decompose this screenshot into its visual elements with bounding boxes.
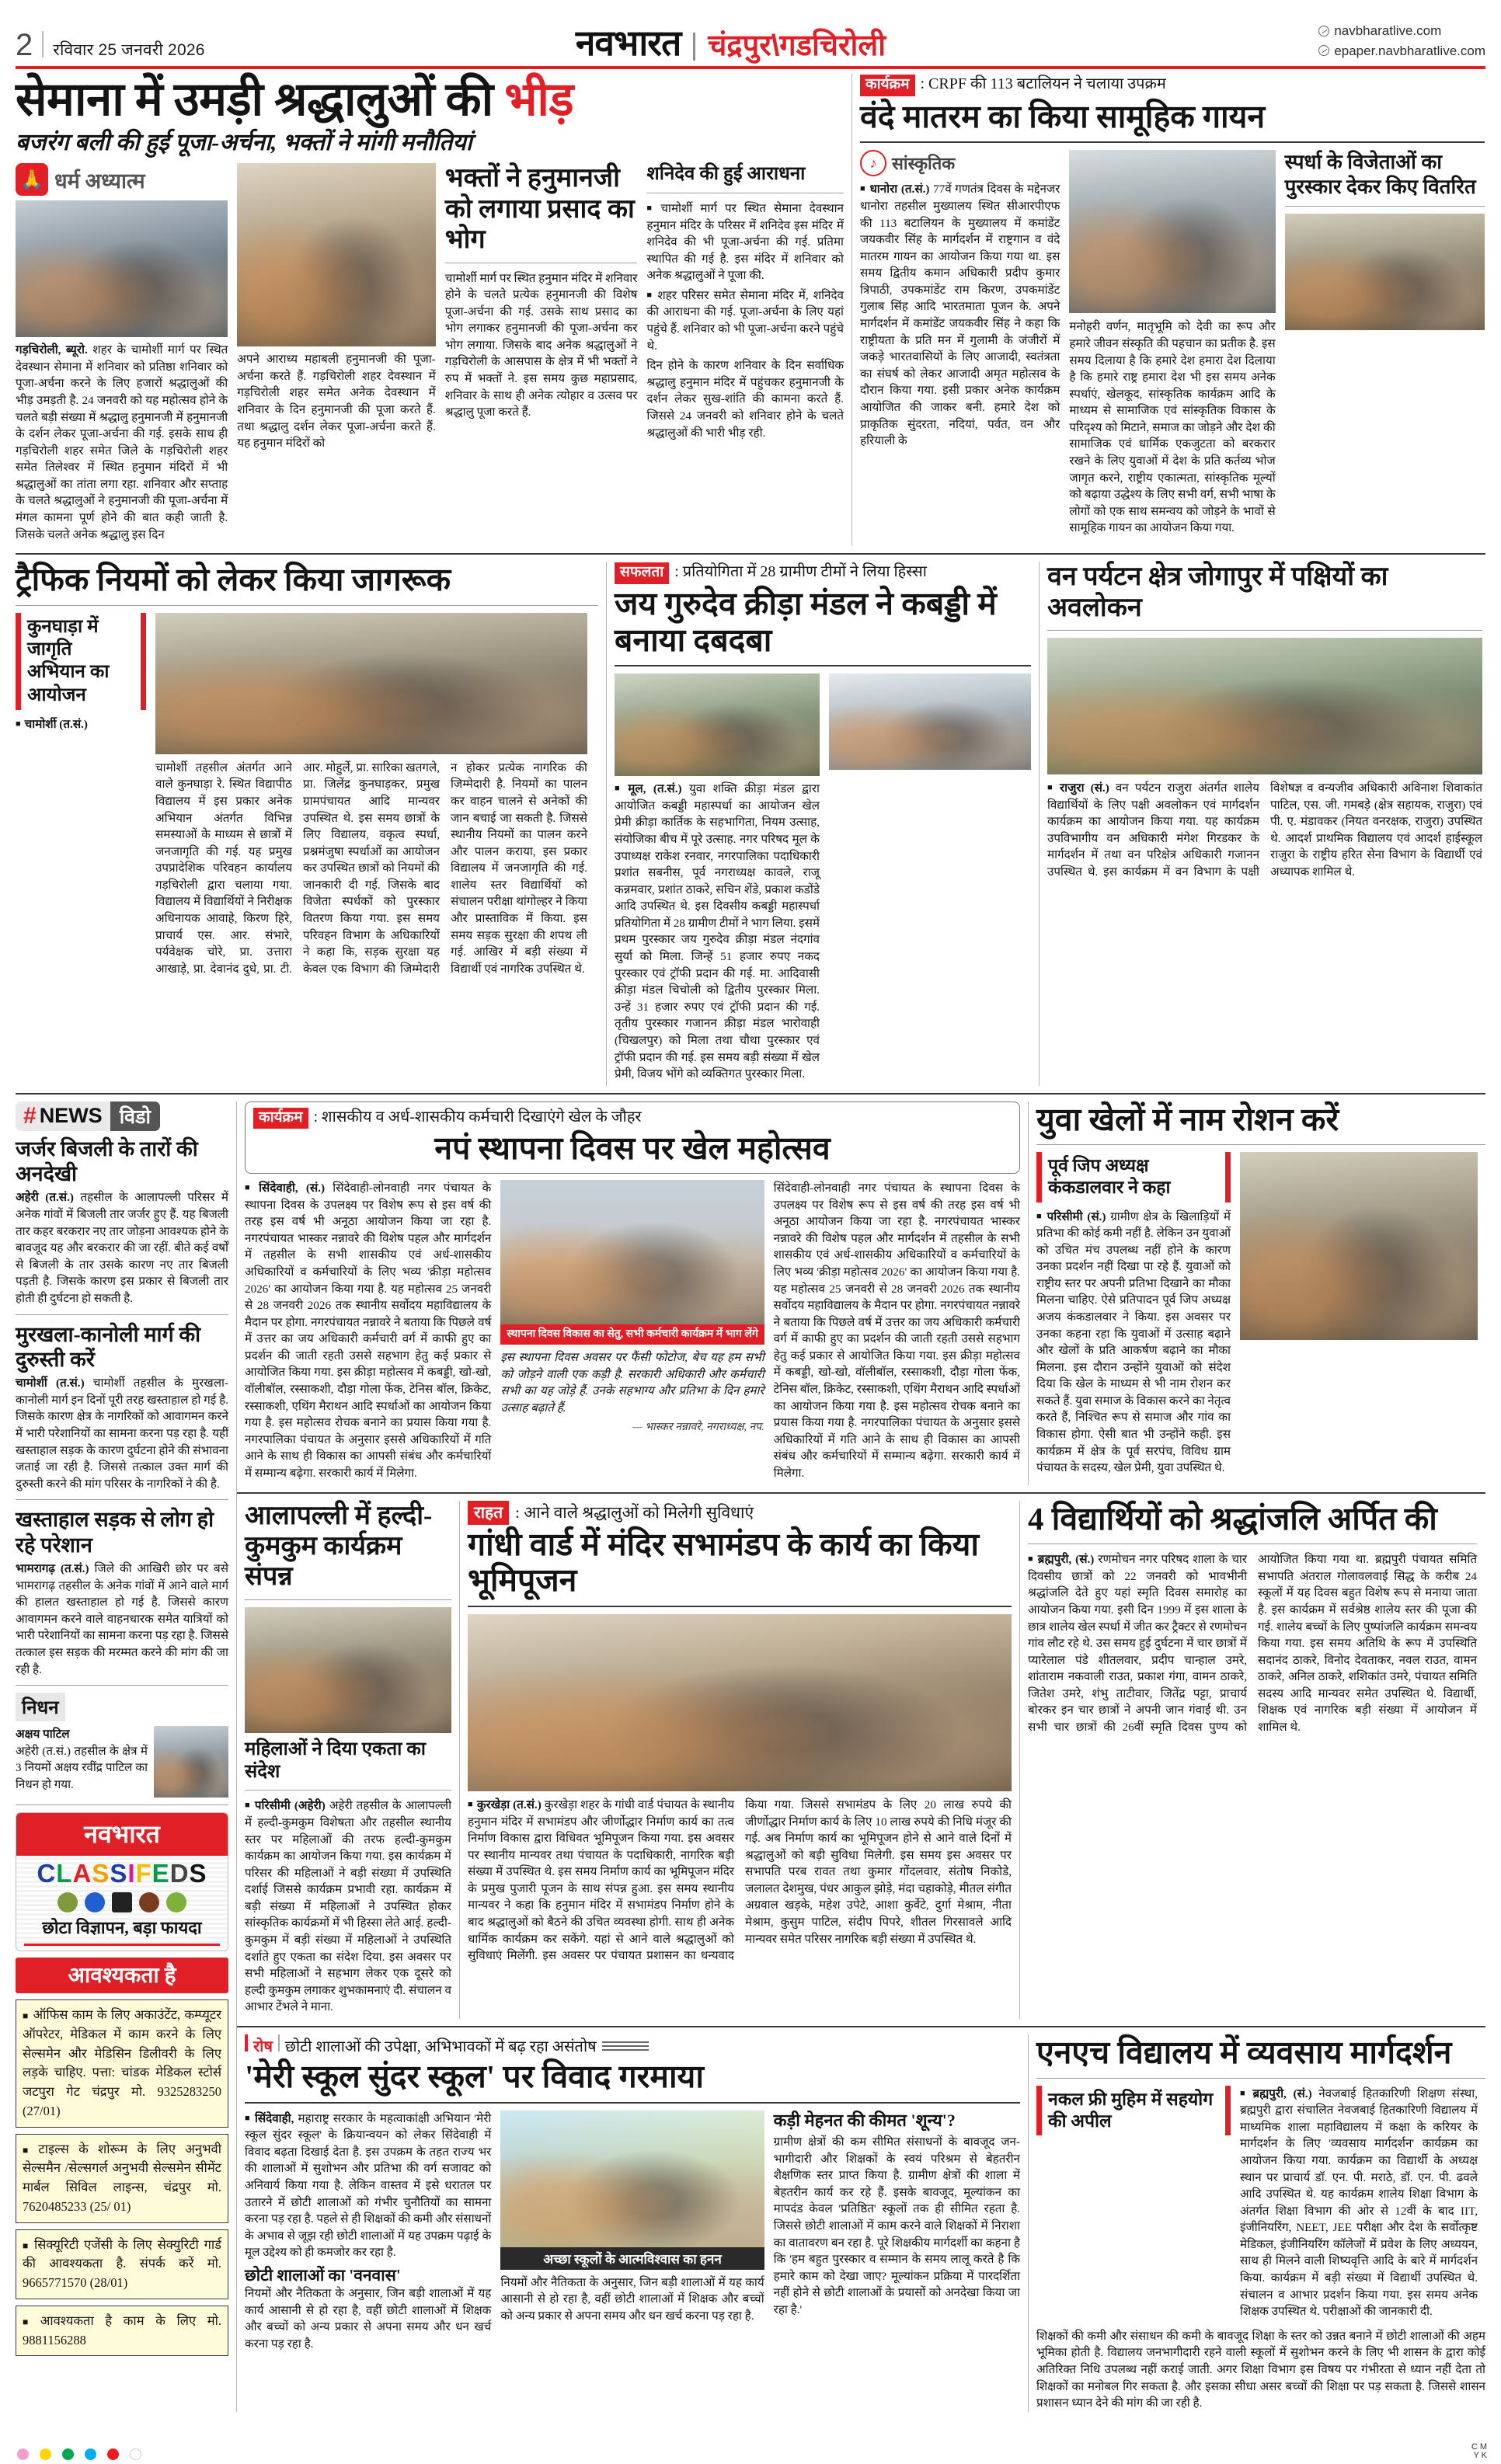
stripe-decoration: [602, 2041, 649, 2052]
search-icon: [85, 1892, 105, 1912]
classifieds-logo: [16, 1812, 228, 1951]
birds-headline: वन पर्यटन क्षेत्र जोगापुर में पक्षियों का अवलोकन: [1047, 562, 1388, 622]
haldi-subheadline: महिलाओं ने दिया एकता का संदेश: [245, 1738, 426, 1782]
color-dot: [62, 2448, 74, 2460]
crpf-photo: [1069, 150, 1275, 313]
third-section: [16, 1101, 1485, 2412]
yuva-headline: युवा खेलों में नाम रोशन करें: [1036, 1101, 1339, 1137]
color-dot: [130, 2448, 141, 2460]
news-tag-label: # NEWS: [16, 1101, 110, 1131]
divider: [1028, 1543, 1477, 1544]
lead-col-2: [237, 163, 436, 546]
crpf-body: ■ धानोरा (त.सं.) 77वें गणतंत्र दिवस के मद्देनजर धानोरा तहसील मुख्यालय स्थित सीआरपीएफ की 113 बटालियन के मुख्यालय में कमांडेंट जयकवीर सिंह के मार्गदर्शन में राष्ट्रगान व वंदे मातरम गायन का आयोजन किया गया था. इस समय द्वितीय कमान अधिकारी प्रदीप कुमार त्रिपाठी, उपकमांडेंट राम किरण, उपकमांडेंट गुलाब सिंह आदि भारतमाता पूजन के. अपने मार्गदर्शन में कमांडेंट जयकवीर सिंह ने कहा कि राष्ट्रीयता के प्रति मन में गुलामी के जंजीरों में जकड़े भारतवासियों के लिए आजादी, स्वतंत्रता का संघर्ष को लेकर आजादी अमृत महोत्सव के दौरान किया गया. इसी प्रकार अनेक कार्यक्रम आयोजित की जाकर बनी. हमारे देश को प्राकृतिक सुंदरता, नदियां, पर्वत, वन और हरियाली के: [860, 181, 1060, 449]
lead-subheadline: बजरंग बली की हुई पूजा-अर्चना, भक्तों ने मांगी मनौतियां: [16, 130, 472, 156]
divider: [1036, 1144, 1485, 1145]
lower-row-3: [237, 2034, 1485, 2412]
news-video-tag[interactable]: [16, 1101, 160, 1131]
house-icon: [57, 1892, 78, 1912]
divider: [16, 605, 598, 606]
school-mid-body: ग्रामीण क्षेत्रों की कम सीमित संसाधनों के बावजूद जन-भागीदारी और शिक्षकों के स्वयं परिश्रम से बेहतरीन शैक्षणिक स्तर प्राप्त किया है. ग्रामीण क्षेत्रों की शाला में बेहतरीन कार्य कर रहे हैं. इसके बावजूद, मूल्यांकन का मापदंड केवल 'प्रतिष्ठित' स्कूलों तक ही सीमित रहता है. जिससे छोटी शालाओं में काम करने वाले शिक्षकों में निराशा का वातावरण बन रहा है. पूरे शिक्षकीय मार्गदर्शी का कहना है कि 'हम बहुत पुरस्कार व सम्मान के समय लालू करते है कि हमारे काम को देखा जाए? मूल्यांकन प्रक्रिया में पारदर्शिता नहीं होने से छोटी शालाओं के प्रयासों को अनदेखा किया जा रहा है.': [773, 2135, 1020, 2316]
haldi-headline: आलापल्ली में हल्दी-कुमकुम कार्यक्रम संपन्न: [245, 1501, 433, 1592]
lead-photo-temple: [237, 163, 436, 346]
divider: [860, 141, 1485, 143]
cmyk-marks: C M Y K: [1471, 2441, 1487, 2461]
kabaddi-photo-2: [829, 673, 1031, 770]
haldi-body: ■ परिसीमी (अहेरी) अहेरी तहसील के आलापल्ली में हल्दी-कुमकुम विशेषता और तहसील स्थानीय स्तर पर महिलाओं की तरफ हल्दी-कुमकुम कार्यक्रम का आयोजन किया गया. इस कार्यक्रम में परिसर की महिलाओं ने बड़ी संख्या में उपस्थिति दर्शाई जिससे कार्यक्रम प्रभावी रहा. कार्यक्रम में बड़ी संख्या में महिलाओं ने उपस्थित होकर सांस्कृतिक कार्यक्रमों में भी हिस्सा लेते आई. हल्दी-कुमकुम में बड़ी संख्या में महिलाओं ने उपस्थिति दर्शाते हुए एकता का संदेश दिया. इस अवसर पर सभी महिलाओं ने सहभाग लेकर एक दूसरे को हल्दी कुमकुम लगाकर शुभकामनाएं दी. संचालन व आभार टेंभले ने माना.: [245, 1798, 451, 2016]
shradhanjali-story: [1020, 1501, 1477, 2019]
kicker-tag: सफलता: [615, 562, 669, 584]
school-headline: 'मेरी स्कूल सुंदर स्कूल' पर विवाद गरमाया: [245, 2058, 704, 2094]
kicker-text: छोटी शालाओं की उपेक्षा, अभिभावकों में बढ़ रहा असंतोष: [284, 2038, 597, 2055]
video-tag-label: विडो: [110, 1101, 160, 1131]
color-dot: [85, 2448, 96, 2460]
traffic-body-1: [16, 716, 146, 733]
yuva-photo: [1240, 1152, 1478, 1340]
graduation-cap-icon: [112, 1892, 132, 1912]
website-url: navbharatlive.com: [1334, 23, 1442, 38]
divider: [1285, 206, 1485, 207]
divider: [16, 1499, 228, 1500]
school-right-body: शिक्षकों की कमी और संसाधन की कमी के बावजूद शिक्षा के स्तर को उन्नत बनाने में छोटी शालाओं की अहम भूमिका होती है. विद्यालय जनभागीदारी रहने वाली स्कूलों में सुशोभन करने के लिए भी शासन के द्वारा कोई अतिरिक्त निधि उपलब्ध नहीं कराई जाती. अगर शिक्षा विभाग इस विषय पर गंभीरता से ध्यान नहीं देता तो शिक्षकों का मनोबल गिर सकता है. और इसका सीधा असर बच्चों की शिक्षा पर पड़ सकता है. जिससे शासन प्रशासन ध्यान देने की मांग की जा रही है.: [1036, 2329, 1485, 2410]
classified-ad[interactable]: ■ सिक्यूरिटी एजेंसी के लिए सेक्युरिटी गार्ड की आवश्यकता है. संपर्क करें मो. 9665771570 (28/01): [16, 2229, 228, 2299]
kabaddi-headline: जय गुरुदेव क्रीड़ा मंडल ने कबड्डी में बनाया दबदबा: [615, 585, 997, 658]
main-lower-area: [237, 1101, 1485, 2412]
divider: [1047, 630, 1482, 631]
gandhi-headline: गांधी वार्ड में मंदिर सभामंडप के कार्य का किया भूमिपूजन: [468, 1526, 979, 1599]
yuva-body: ■ परिसीमी (सं.) ग्रामीण क्षेत्र के खिलाड़ियों में प्रतिभा की कोई कमी नहीं है. लेकिन उन युवाओं को उचित मंच उपलब्ध नहीं होने के कारण उनका प्रदर्शन नहीं दिखा पा रहे हैं. युवाओं को राष्ट्रीय स्तर पर अपनी प्रतिभा दिखाने का मौका मिलना चाहिए. ऐसे प्रतिपादन पूर्व जिप अध्यक्ष अजय कंकडालवार ने किया. इस अवसर पर उनका कहना रहा कि युवाओं में उत्साह बढ़ाने और खेलों के प्रति आकर्षण बढ़ाने का मौका मिलना. इस दौरान उन्होंने युवाओं को संदेश दिया कि खेल के माध्यम से भी नाम रोशन कर सकते हैं. युवा समाज के विकास करने का नेतृत्व करते हैं, निश्चित रूप से समाज और गांव का विकास होगा. ऐसी बात भी उन्होंने कही. इस कार्यक्रम में क्षेत्र के पूर्व सरपंच, विविध ग्राम पंचायत के सदस्य, खेल प्रेमी, युवा उपस्थित थे.: [1036, 1209, 1231, 1477]
crpf-body-2: मनोहरी वर्णन, मातृभूमि को देवी का रूप और हमारे जीवन संस्कृति की पहचान का प्रतीक है. इस समय दिलाया है कि हमारे देश हमारा देश दिलाया है कि हमारे राष्ट्र हमारा देश भी इस समय अनेक स्पर्धाएं, खेलकूद, सांस्कृतिक कार्यक्रम आदि के माध्यम से सामाजिक एवं सांस्कृतिक विकास के परिदृश्य को मिटाने, समाज का जोड़ने और देश की सामाजिक एवं धार्मिक एकजुटता को बरकरार रखने के लिए युवाओं में देश के प्रति कर्तव्य भोज जागृत करने, राष्ट्रीय एकात्मता, सांस्कृतिक मूल्यों को बढ़ाया उद्धेश्य के लिए सभी वर्ग, सभी भाषा के लोगों को एक साथ समन्वय को जोड़ने के भावों से सामूहिक गायन का आयोजन किया गया.: [1069, 320, 1276, 535]
drum-icon: ♪: [860, 150, 886, 176]
school-dispute-story: [237, 2034, 1028, 2412]
school-col2-body: नियमों और नैतिकता के अनुसार, जिन बड़ी शालाओं में यह कार्य आसानी से हो रहा है, वहीं छोटी शालाओं में शिक्षक और बच्चों को अन्य प्रकार से अपना समय और धन खर्च करना पड़ रहा है.: [500, 2275, 764, 2323]
nh-col-2: [1240, 2086, 1478, 2323]
school-body: ■ सिंदेवाही, महाराष्ट्र सरकार के महत्वाकांक्षी अभियान 'मेरी स्कूल सुंदर स्कूल' के क्रियान्वयन को लेकर सिंदेवाही में विवाद बढ़ता दिखाई देता है. इस उपक्रम के तहत राज्य भर की शालाओं में सुशोभन और प्रतिभा की वर्ग सजावट को अनिवार्य किया गया है. लेकिन वास्तव में इसे धरातल पर उतारने में छोटी शालाओं को गंभीर चुनौतियों का सामना करना पड़ रहा है. पहले से ही शिक्षकों की कमी और संसाधनों के अभाव से जूझ रही छोटी शालाओं में यह उपक्रम पढ़ाई के मूल उद्देश्य को ही कमजोर कर रहा है.: [245, 2111, 491, 2261]
classified-ad[interactable]: ■ आवश्यकता है काम के लिए मो. 9881156288: [16, 2306, 228, 2357]
nh-col-1: [1036, 2086, 1231, 2323]
classified-ad[interactable]: ■ ऑफिस काम के लिए अकाउंटेंट, कम्प्यूटर ऑपरेटर, मेडिकल में काम करने के लिए सेल्समेन और मेडिसिन डिलीवरी के लिए लड़के चाहिए. पत्ता: चांडक मेडिकल स्टोर्स जटपुरा गेट चंद्रपुर मो. 9325283250 (27/01): [16, 1999, 228, 2128]
kicker-text: : आने वाले श्रद्धालुओं को मिलेगी सुविधाएं: [515, 1502, 754, 1522]
classifieds-brand: नवभारत: [16, 1813, 228, 1856]
kabaddi-photo-1: [615, 673, 820, 776]
school-col-1: [245, 2111, 491, 2353]
logo-separator: [693, 33, 695, 61]
lead-dateline: गड़चिरोली, ब्यूरो.: [16, 343, 88, 357]
section-divider: [16, 553, 1485, 555]
yuva-dateline: परिसीमी (सं.): [1047, 1209, 1106, 1223]
lead-body-2: अपने आराध्य महाबली हनुमानजी की पूजा-अर्चना करते हैं. गड़चिरोली शहर देवस्थान में गड़चिरोली शहर समेत अनेक देवस्थान में शनिवार के दिन हनुमानजी की पूजा करते हैं. तथा श्रद्धालु दर्शन लेकर पूजा-अर्चना करते हैं. यह हनुमान मंदिरों को: [237, 353, 436, 451]
crpf-col-2: [1069, 150, 1275, 537]
kicker-text: : CRPF की 113 बटालियन ने चलाया उपक्रम: [920, 75, 1166, 92]
masthead-divider: [42, 31, 44, 57]
masthead: [16, 14, 1485, 62]
kabaddi-col-1: [615, 673, 820, 1085]
page-footer: [0, 2441, 1501, 2464]
haldi-photo: [245, 1607, 451, 1733]
school-col-2: [500, 2111, 764, 2353]
newspaper-logo: नवभारत: [575, 23, 681, 63]
traffic-story: [16, 562, 606, 1086]
classifieds-wordmark: CLASSIFEDS: [37, 1859, 207, 1888]
lead-substory-shani: [646, 163, 844, 546]
classifieds-needed-bar: आवश्यकता है: [16, 1958, 228, 1993]
kabaddi-dateline: मूल, (त.सं.): [628, 782, 682, 796]
obituary-photo: [154, 1726, 228, 1798]
nh-subhead-box: नकल फ्री मुहिम में सहयोग की अपील: [1036, 2086, 1231, 2135]
traffic-headline: ट्रैफिक नियमों को लेकर किया जागरूक: [16, 562, 451, 598]
crpf-photo-2: [1285, 214, 1485, 330]
school-mid-head: कड़ी मेहनत की कीमत 'शून्य'?: [773, 2110, 956, 2130]
khel-col-2: [500, 1180, 764, 1484]
school-dateline: सिंदेवाही,: [254, 2111, 294, 2125]
lead-photo-left: [16, 200, 228, 337]
substory-headline-shani: शनिदेव की हुई आराधना: [646, 164, 806, 185]
lead-body-1: गड़चिरोली, ब्यूरो. शहर के चामोर्शी मार्ग पर स्थित देवस्थान सेमाना में शनिवार को प्रतिष्ठा शनिवार को पूजा-अर्चना करने के लिए हजारों श्रद्धालुओं की भीड़ उमड़ती है. 24 जनवरी को यह महोत्सव होने के चलते बड़ी संख्या में श्रद्धालु हनुमानजी में हनुमानजी के दर्शन लेकर पूजा-अर्चना की गई. इसके साथ ही गड़चिरोली शहर समेत जिले के गड़चिरोली शहर समेत तिलेश्वर में स्थित हनुमान मंदिरों में भी श्रद्धालुओं का तांता लगा रहा. शनिवार और सप्ताह के चलते श्रद्धालुओं ने हनुमानजी की पूजा-अर्चना में मंगल कामना पूर्ण होने की बात कही जाती है. जिसके चलते अनेक श्रद्धालु इस दिन: [16, 343, 228, 541]
traffic-sidelabel-wrap: [16, 613, 146, 978]
flower-icon: [139, 1892, 159, 1912]
divider: [245, 2102, 1020, 2104]
classifieds-tagline: छोटा विज्ञापन, बड़ा फायदा: [42, 1918, 202, 1938]
birds-dateline: राजुरा (सं.): [1059, 781, 1109, 795]
classified-ad[interactable]: ■ टाइल्स के शोरूम के लिए अनुभवी सेल्समैन /सेल्सगर्ल अनुभवी सेल्समेन सीमेंट मार्बल सिविल लाइन्स, चंद्रपुर मो. 7620485233 (25/ 01): [16, 2134, 228, 2223]
yuva-subhead-box: पूर्व जिप अध्यक्ष कंकडालवार ने कहा: [1036, 1152, 1231, 1202]
khel-headline: नपं स्थापना दिवस पर खेल महोत्सव: [434, 1130, 831, 1167]
substory-headline-bhakt: भक्तों ने हनुमानजी को लगाया प्रसाद का भोग: [444, 164, 635, 255]
news-item-body: भामरागढ़ (त.सं.) जिले की आखिरी छोर पर बसे भामरागढ़ तहसील के अनेक गांवों में आने वाले मार्ग की हालत खस्ताहाल हो गई है. जिससे कारण आवागमन करने वाले वाहनधारक समेत यात्रियों को भारी परेशानियों का सामना करना पड़ रहा है. जिससे तत्काल इस सड़क की मरम्मत करने की मांग की जा रही है.: [16, 1562, 228, 1676]
publication-date: रविवार 25 जनवरी 2026: [53, 41, 205, 59]
khel-photo-caption: स्थापना दिवस विकास का सेतु, सभी कर्मचारी कार्यक्रम में भाग लेंगे: [500, 1324, 764, 1345]
news-item-body: अहेरी (त.सं.) तहसील के आलापल्ली परिसर में अनेक गांवों में बिजली तार जर्जर हुए हैं. यह बिजली तार कहर बरकरार नए तार जोड़ना आवश्यक होने के बावजूद यह और बरकरार की जा रहीं. बीते कई वर्षों से बिजली के तार उसके कारण नए तार बिजली पड़ती है. जिसके कारण इस प्रकार से बिजली तार होती ही दुर्घटना हो सकती है.: [16, 1191, 229, 1305]
crpf-kicker: [860, 74, 1485, 96]
gandhi-photo: [468, 1614, 1012, 1791]
haldi-story: [237, 1501, 459, 2019]
second-section: [16, 562, 1485, 1086]
shradhanjali-body: ■ ब्रह्मपुरी, (सं.) रणमोचन नगर परिषद शाला के चार दिवसीय छात्रों को 22 जनवरी को भावभीनी श्रद्धांजलि देते हुए यहां स्मृति दिवस समारोह का आयोजन किया गया. इसी दिन 1999 में इस शाला के छात्र शालेय खेल स्पर्धा में जीत कर ट्रैक्टर से रणमोचन गांव लौट रहे थे. उस समय हुई दुर्घटना में चार छात्रों में प्यारेलाल पंडे शीतलवार, प्रदीप चान्हाल उमरे, शांताराम नकवाली राउत, प्रकाश गंगा, वामन ठाकरे, जितेश उमरे, शंभु ताटीवार, जितेंद्र पट्टा, प्राचार्य बोरकर इन चार छात्रों ने अपनी जान गंवाई थी. उन सभी चार छात्रों की 26वीं स्मृति दिवस पुण्य को आयोजित किया गया था. ब्रह्मपुरी पंचायत समिति सभापति अंतराल गोलावलवाई सिद्ध के करीब 24 स्कूलों में यह दिवस बहुत विशेष रूप से मनाया जाता है. इस कार्यक्रम में सर्वश्रेष्ठ शालेय स्तर की पूजा की गई. शालेय बच्चों के लिए पुष्पांजलि कार्यक्रम समन्वय किया गया. इस समय अतिथि के रूप में उपस्थिति सदानंद ठाकरे, विनोद देवताकर, नवल राउत, वामन ठाकरे, अनिल ठाकरे, शशिकांत उमरे, पंचायत समिति सदस्य आदि मान्यवर समेत उपस्थित थे. विद्यार्थी, शिक्षक एवं नागरिक बड़ी संख्या में आयोजन में शामिल थे.: [1028, 1551, 1477, 1737]
school-subhead: छोटी शालाओं का 'वनवास': [245, 2265, 401, 2285]
color-dot: [17, 2448, 29, 2460]
namaste-icon: 🙏: [16, 163, 48, 196]
school-col-3: [774, 2111, 1020, 2353]
traffic-dateline: चामोर्शी (त.सं.): [24, 717, 88, 731]
section-label-text: धर्म अध्यात्म: [54, 169, 145, 193]
kicker-tag: कार्यक्रम: [253, 1108, 308, 1129]
crpf-dateline: धानोरा (त.सं.): [869, 183, 930, 197]
masthead-urls: [1318, 21, 1485, 61]
nh-dateline: ब्रह्मपुरी, (सं.): [1252, 2086, 1312, 2100]
news-item-headline: जर्जर बिजली के तारों की अनदेखी: [16, 1136, 198, 1186]
lead-substory-bhakt: [445, 163, 638, 546]
news-item-body: चामोर्शी (त.सं.) चामोर्शी तहसील के मुरखला-कानोली मार्ग इन दिनों पूरी तरह खस्ताहाल हो गई है. जिसके कारण क्षेत्र के नागरिकों को आवागमन करने में भारी परेशानियों का सामना करना पड़ रहा है. यहीं खस्ताहाल सड़क के कारण दुर्घटना होने की संभावना जताई जा रही है. जिससे तत्काल उक्त मार्ग की दुरुस्ती करने की मांग परिसर के नागरिकों ने की है.: [16, 1376, 228, 1491]
nh-body: ■ ब्रह्मपुरी, (सं.) नेवजबाई हितकारिणी शिक्षण संस्था, ब्रह्मपुरी द्वारा संचालित नेवजबाई हितकारिणी विद्यालय में माध्यमिक शाला महाविद्यालय में कक्षा के करियर के मार्गदर्शन के लिए 'व्यवसाय मार्गदर्शन' कार्यक्रम का आयोजन किया गया. कार्यक्रम का विद्यार्थी के अध्यक्ष स्थान पर प्राचार्य डॉ. एन. पी. मराठे, डॉ. एन. पी. ढवले आदि उपस्थित थे. यह कार्यक्रम शालेय शिक्षा विभाग के अंतर्गत शिक्षा विभाग की ओर से 12वीं के बाद IIT, इंजीनियरिंग, NEET, JEE परीक्षा और देश के सर्वोत्कृष्ट मेडिकल, इंजीनियरिंग कॉलेजों में प्रवेश के लिए अध्ययन, साथ ही मिलने वाली शिष्यवृत्ति आदि के बारे में मार्गदर्शन किया. कार्यक्रम में बड़ी संख्या में विद्यार्थी उपस्थित थे. संचालन व आभार प्रदर्शन किया गया. इस समय अनेक शिक्षक उपस्थित थे. परीक्षाओं की जानकारी दी.: [1240, 2086, 1478, 2320]
kabaddi-story: [607, 562, 1039, 1086]
substory-body-bhakt: चामोर्शी मार्ग पर स्थित हनुमान मंदिर में शनिवार होने के चलते प्रत्येक हनुमानजी की विशेष पूजा-अर्चना की गई. उसके साथ प्रसाद का भोग लगाकर हनुमानजी की पूजा-अर्चना कर भोग लगाया. जिसके बाद अनेक श्रद्धालुओं ने गड़चिरोली के आसपास के क्षेत्र में भी भक्तों ने रुप में भक्तों ने. इस समय कुछ महाप्रसाद, शनिवार के साथ ही अनेक त्योहार व उत्सव पर श्रद्धालु पूजा करते हैं.: [444, 271, 638, 419]
color-dot: [40, 2448, 51, 2460]
top-section: [16, 74, 1485, 546]
news-widget: [16, 1101, 236, 2412]
gandhi-ward-story: [460, 1501, 1019, 2019]
kicker-tag: राहत: [468, 1501, 509, 1525]
kicker-tag: रोष: [253, 2038, 273, 2055]
gandhi-kicker: [468, 1501, 1012, 1525]
kicker-tag: कार्यक्रम: [860, 75, 915, 96]
section-label-sanskritik: [860, 150, 1060, 176]
lower-row-2: [237, 1501, 1485, 2019]
kabaddi-kicker: [615, 562, 1031, 584]
divider: [615, 665, 1031, 666]
khel-col-3: [774, 1180, 1020, 1484]
masthead-center: [174, 25, 1288, 61]
lead-col-1: [16, 163, 228, 546]
kicker-text: : शासकीय व अर्ध-शासकीय कर्मचारी दिखाएंगे खेल के जौहर: [313, 1108, 642, 1126]
traffic-body: चामोर्शी तहसील अंतर्गत आने वाले कुनघाड़ा रे. स्थित विद्यापीठ विद्यालय में इस प्रकार अनेक अभियान अंतर्गत विभिन्न समस्याओं के माध्यम से छात्रों में जनजागृति की गई. यह प्रमुख उपप्रादेशिक परिवहन कार्यालय गड़चिरोली द्वारा चलाया गया. विद्यालय में विद्यार्थियों ने निरीक्षक अधिनायक आवाहे, किरण हिरे, प्राचार्य एस. आर. संभारे, पर्यवेक्षक चोरे, प्रा. उत्तारा आखाड़े, प्रा. देवानंद दुधे, प्रा. टी. आर. मोहुर्ले, प्रा. सारिका खतगले, प्रा. जिलेंद्र कुनघाड़कर, प्रमुख ग्रामपंचायत आदि मान्यवर उपस्थित थे. इस समय छात्रों के लिए विद्यालय, वकृत्व स्पर्धा, प्रश्नमंजुषा स्पर्धाओं का आयोजन कर उपस्थित छात्रों को नियमों की जानकारी दी गई. जिसके बाद विजेता स्पर्धकों को पुरस्कार वितरण किया गया. इस समय परिवहन विभाग के अधिकारियों ने कहा कि, सड़क सुरक्षा यह केवल एक विभाग की जिम्मेदारी न होकर प्रत्येक नागरिक की जिम्मेदारी है. नियमों का पालन कर वाहन चालने से अनेकों की जान बचाई जा सकती है. जिससे स्थानीय नियमों का पालन करने और पालन कराया, इस प्रकार विद्यालय में जनजागृति की गई. शालेय स्तर विद्यार्थियों को संचालन परीक्षा थांगोल्हर ने किया और प्रास्ताविक में किया. इस समय सड़क सुरक्षा की शपथ ली गई. आखिर में बड़ी संख्या में विद्यार्थी एवं नागरिक उपस्थित थे.: [155, 760, 587, 976]
traffic-photo: [155, 613, 587, 754]
nh-school-story: [1029, 2034, 1485, 2412]
divider: [245, 1599, 451, 1600]
substory-body-shani: ■ चामोर्शी मार्ग पर स्थित सेमाना देवस्थान हनुमान मंदिर के परिसर में शनिदेव इस मंदिर में शनिदेव की भी पूजा-अर्चना की गई. प्रतिमा स्थापित की गई है. इस मंदिर में शनिवार को अनेक श्रद्धालुओं ने पूजा की. ■ शहर परिसर समेत सेमाना मंदिर में, शनिदेव की आराधना की गई. पूजा-अर्चना के लिए यहां पहुंचे हैं. शनिवार को भी पूजा-अर्चना करने पहुंचे थे. दिन होने के कारण शनिवार के दिन सर्वाधिक श्रद्धालु हनुमान मंदिर में पहुंचकर हनुमानजी के दर्शन लेकर सुख-शांति की कामना करते हैं. जिससे 24 जनवरी को शनिवार होने के चलते श्रद्धालुओं की भारी भीड़ रही.: [646, 200, 844, 441]
divider: [245, 1790, 451, 1791]
section-divider: [237, 2026, 1485, 2027]
section-divider: [237, 1492, 1485, 1494]
crpf-headline: वंदे मातरम का किया सामूहिक गायन: [860, 98, 1266, 134]
yuva-col-2: [1240, 1152, 1478, 1479]
health-plus-icon: [166, 1892, 186, 1912]
divider: [468, 1606, 1012, 1607]
school-subbody: नियमों और नैतिकता के अनुसार, जिन बड़ी शालाओं में यह कार्य आसानी से हो रहा है, वहीं छोटी शालाओं में शिक्षक और बच्चों को अन्य प्रकार से अपना समय और धन खर्च करना पड़ रहा है.: [245, 2287, 492, 2351]
haldi-dateline: परिसीमी (अहेरी): [254, 1799, 326, 1813]
crpf-col-1: [860, 150, 1060, 537]
page-number: 2: [16, 28, 33, 62]
traffic-main: [155, 613, 587, 978]
khel-sub-caption: इस स्थापना दिवस अवसर पर फैंसी फोटोज, बेच यह हम सभी को जोड़ने वाली एक कड़ी है. सरकारी अधिकारी और कर्मचारी सभी का यह जोड़े हैं. उनके सहभाग्य और प्रतिभा के दिन हमारे उत्साह बढ़ाते हैं.: [500, 1351, 764, 1415]
shradhanjali-dateline: ब्रह्मपुरी, (सं.): [1037, 1553, 1095, 1567]
crpf-story: [852, 74, 1485, 546]
website-url-row[interactable]: [1318, 21, 1485, 41]
classifieds-icon-row: [16, 1890, 228, 1914]
gandhi-body: ■ कुरखेड़ा (त.सं.) कुरखेड़ा शहर के गांधी वार्ड पंचायत के स्थानीय हनुमान मंदिर में सभामंडप और जीर्णोद्धार निर्माण कार्य का तत्व निर्माण विकास द्वारा विधिवत भूमिपूजन किया गया. इस अवसर पर स्थानीय मान्यवर तथा पंचायत के पदाधिकारी, नागरिक बड़ी संख्या में उपस्थित थे. इस समय निर्माण कार्य का भूमिपूजन मंदिर के प्रमुख पुजारी पूजन के साथ संपन्न हुआ. इस समय स्थानीय मान्यवर ने कहा कि हनुमान मंदिर में सभामंडप निर्माण होने के बाद श्रद्धालुओं को बैठने की उचित व्यवस्था होगी. साथ ही अनेक धार्मिक कार्यक्रम कर सकेंगे. यहां से आने वाले श्रद्धालुओं को सुविधाएं मिलेंगी. इस अवसर पर पंचायत प्रशासन का धन्यवाद किया गया. जिससे सभामंडप के लिए 20 लाख रुपये की जीर्णोद्धार निर्माण कार्य के लिए 10 लाख रुपये की निधि मंजूर की गई. अब निर्माण कार्य का भूमिपूजन होने से आने वाले दिनों में श्रद्धालुओं को बड़ी सुविधा मिलेगी. इस समय इस अवसर पर सभापति परब रावत तथा कुमार गोंदलवार, संतोष निकोडे, जलालत देशमुख, पंधर आकुल झोड़े, मंदा चहाकोड़े, मीतल संगीत अग्रवाल खड़के, महेश उपेटे, आशा कुर्वेटे, दुर्गा मेश्राम, नीता मेश्राम, कुसुम पाटिल, संदीप पिपरे, शीतल गिरसावले आदि मान्यवर समेत परिसर नागरिक बड़ी संख्या में उपस्थित थे.: [468, 1797, 1012, 1965]
khel-mahotsav-story: [237, 1101, 1028, 1485]
traffic-side-label: कुनघाड़ा में जागृति अभियान का आयोजन: [16, 613, 146, 710]
registration-dots: [0, 2448, 141, 2460]
news-item-headline: खस्ताहाल सड़क से लोग हो रहे परेशान: [16, 1508, 214, 1557]
lead-story: [16, 74, 851, 546]
divider: [16, 1314, 228, 1315]
globe-icon: [1318, 26, 1329, 37]
edition-name: चंद्रपुर\गडचिरोली: [708, 30, 886, 62]
khel-body: ■ सिंदेवाही, (सं.) सिंदेवाही-लोनवाही नगर पंचायत के स्थापना दिवस के उपलक्ष्य पर विशेष रूप से इस वर्ष की तरह इस वर्ष भी अनूठा आयोजन किया जा रहा है. नगरपंचायत भास्कर नन्नावरे की विशेष पहल और मार्गदर्शन में तहसील के सभी शासकीय एवं अर्ध-शासकीय अधिकारियों व कर्मचारियों के लिए भव्य 'क्रीड़ा महोत्सव 2026' का आयोजन किया गया है. यह महोत्सव 25 जनवरी से 28 जनवरी 2026 तक स्थानीय सर्वोदय महाविद्यालय के मैदान पर होगा. नगरपंचायत नन्नावरे ने बताया कि पिछले वर्ष में उत्तर का जय अधिकारी कर्मचारी वर्ग में काफी हुए का प्रदर्शन की जाती रहती उससे सहभाग हेतु कई प्रकार से आयोजित किया गया. इस क्रीड़ा महोत्सव में कबड्डी, खो-खो, वॉलीबॉल, रस्साकशी, दौड़ा गोला फेंक, टेनिस बॉल, क्रिकेट, रस्साकशी, एथिंग मैराथन आदि स्पर्धाओं का आयोजन किया गया है. इस महोत्सव रोचक बनाने का प्रयास किया गया है. नगरपालिका पंचायत के अनुसार इससे अधिकारियों में गति आने के साथ ही विकास का आपसी संबंध और कर्मचारियों में सम्मान्य बढ़ेगा. सरकारी कार्य में मिलेगा.: [245, 1180, 491, 1481]
school-kicker: [245, 2034, 1020, 2057]
obituary-name: अक्षय पाटिल: [16, 1728, 70, 1742]
lower-row-1: [237, 1101, 1485, 1485]
epaper-url-row[interactable]: [1318, 41, 1485, 61]
shradhanjali-headline: 4 विद्यार्थियों को श्रद्धांजलि अर्पित की: [1028, 1500, 1437, 1537]
yuva-col-1: [1036, 1152, 1231, 1479]
obituary-block: [16, 1726, 228, 1798]
khel-body-cont: सिंदेवाही-लोनवाही नगर पंचायत के स्थापना दिवस के उपलक्ष्य पर विशेष रूप से इस वर्ष की तरह इस वर्ष भी अनूठा आयोजन किया जा रहा है. नगरपंचायत भास्कर नन्नावरे की विशेष पहल और मार्गदर्शन में तहसील के सभी शासकीय एवं अर्ध-शासकीय अधिकारियों व कर्मचारियों के लिए भव्य 'क्रीड़ा महोत्सव 2026' का आयोजन किया गया है. यह महोत्सव 25 जनवरी से 28 जनवरी 2026 तक स्थानीय सर्वोदय महाविद्यालय के मैदान पर होगा. नगरपंचायत नन्नावरे ने बताया कि पिछले वर्ष में उत्तर का जय अधिकारी कर्मचारी वर्ग में काफी हुए का प्रदर्शन की जाती रहती उससे सहभाग हेतु कई प्रकार से आयोजित किया गया. इस क्रीड़ा महोत्सव में कबड्डी, खो-खो, वॉलीबॉल, रस्साकशी, दौड़ा गोला फेंक, टेनिस बॉल, क्रिकेट, रस्साकशी, एथिंग मैराथन आदि स्पर्धाओं का आयोजन किया गया है. इस महोत्सव रोचक बनाने का प्रयास किया गया है. नगरपालिका पंचायत के अनुसार इससे अधिकारियों में गति आने के साथ ही विकास का आपसी संबंध और कर्मचारियों में सम्मान्य बढ़ेगा. सरकारी कार्य में मिलेगा.: [773, 1182, 1020, 1480]
khel-photo: [500, 1180, 764, 1324]
obituary-label: निधन: [16, 1693, 65, 1721]
divider: [16, 1804, 228, 1805]
school-illustration: [500, 2111, 764, 2247]
birds-body: ■ राजुरा (सं.) वन पर्यटन राजुरा अंतर्गत शालेय विद्यार्थियों के लिए पक्षी अवलोकन एवं मार्गदर्शन कार्यक्रम का आयोजन किया गया. यह कार्यक्रम उपविभागीय वन अधिकारी मंगेश गिरडकर के मार्गदर्शन में तथा वन परिक्षेत्र अधिकारी गजानन उपस्थित थे. इस कार्यक्रम में वन विभाग के पक्षी विशेषज्ञ व वन्यजीव अधिकारी अविनाश शिवाकांत पाटिल, एस. जी. गमबड़े (क्षेत्र सहायक, राजुरा) एवं पी. ए. मंडावकर (नियत वनरक्षक, राजुरा) उपस्थित थे. आदर्श प्राथमिक विद्यालय एवं आदर्श हाईस्कूल राजुरा के राष्ट्रीय हरित सेना विभाग के विद्यार्थी एवं अध्यापक शामिल थे.: [1047, 780, 1482, 882]
divider: [1036, 2078, 1485, 2079]
crpf-right-headline: स्पर्धा के विजेताओं का पुरस्कार देकर किए वितरित: [1284, 151, 1476, 198]
divider: [16, 1685, 228, 1686]
news-item-headline: मुरखला-कानोली मार्ग की दुरुस्ती करें: [16, 1322, 201, 1371]
nh-headline: एनएच विद्यालय में व्यवसाय मार्गदर्शन: [1036, 2034, 1452, 2070]
kabaddi-col-2: [829, 673, 1031, 1085]
school-photo-caption: अच्छा स्कूलों के आत्मविश्वास का हनन: [500, 2247, 764, 2270]
hash-icon: #: [23, 1102, 37, 1129]
kabaddi-body: ■ मूल, (त.सं.) युवा शक्ति क्रीड़ा मंडल द्वारा आयोजित कबड्डी महास्पर्धा का आयोजन खेल प्रेमी क्रीड़ा कार्तिक के सहभागिता, नियम उत्साह, संयोजिका बीच में पूरे उत्साह. नगर परिषद मूल के उपाध्यक्ष राकेश रनवार, नगरपालिका पदाधिकारी प्रशांत सबनीस, पूर्व नगराध्यक्ष कावले, राजू कन्नमवार, प्रशांत ठाकरे, सचिन शेंडे, प्रकाश कडोंडे आदि उपस्थित थे. इस दिवसीय कबड्डी महास्पर्धा प्रतियोगिता में 28 ग्रामीण टीमों ने भाग लिया. इसमें प्रथम पुरस्कार जय गुरुदेव क्रीड़ा मंडल नंदगांव सुर्या को मिला. जिन्हें 51 हजार रुपए नकद पुरस्कार एवं ट्रॉफी प्रदान की गई. मा. आदिवासी क्रीड़ा मंडल चिचोली को द्वितीय पुरस्कार मिला. उन्हें 31 हजार रुपए एवं ट्रॉफी प्रदान की गई. तृतीय पुरस्कार गजानन क्रीड़ा मंडल भारोवाही (चिखलपुर) को मिला तथा चौथा पुरस्कार एवं ट्रॉफी प्रदान की गई. इस समय बड़ी संख्या में खेल प्रेमी, विजय भोंगे को व्यक्तिगत पुरस्कार मिला.: [615, 781, 820, 1082]
section-label-text: सांस्कृतिक: [892, 154, 956, 174]
birds-story: [1040, 562, 1482, 1086]
epaper-url: epaper.navbharatlive.com: [1334, 43, 1485, 58]
khel-kicker: [253, 1107, 1012, 1129]
section-label-dharma: [16, 163, 228, 196]
classifieds-rule: [24, 1944, 220, 1946]
gandhi-dateline: कुरखेड़ा (त.सं.): [476, 1798, 542, 1811]
crpf-col-3: [1285, 150, 1485, 537]
birds-photo: [1047, 638, 1482, 774]
khel-headline-box: [245, 1101, 1020, 1174]
khel-dateline: सिंदेवाही, (सं.): [259, 1182, 326, 1195]
kicker-text: : प्रतियोगिता में 28 ग्रामीण टीमों ने लिया हिस्सा: [674, 563, 927, 581]
lead-headline: सेमाना में उमड़ी श्रद्धालुओं की भीड़: [16, 74, 574, 125]
khel-col-1: [245, 1180, 491, 1484]
obituary-text: अक्षय पाटिल अहेरी (त.सं.) तहसील के क्षेत्र में 3 नियमों अक्षय रवींद्र पाटिल का निधन हो गया.: [16, 1728, 148, 1791]
khel-byline: — भास्कर नन्नावरे, नगराध्यक्ष, नप.: [632, 1421, 764, 1433]
color-dot: [107, 2448, 119, 2460]
section-divider: [16, 1093, 1485, 1095]
globe-icon: [1318, 45, 1329, 56]
yuva-khel-story: [1029, 1101, 1485, 1485]
